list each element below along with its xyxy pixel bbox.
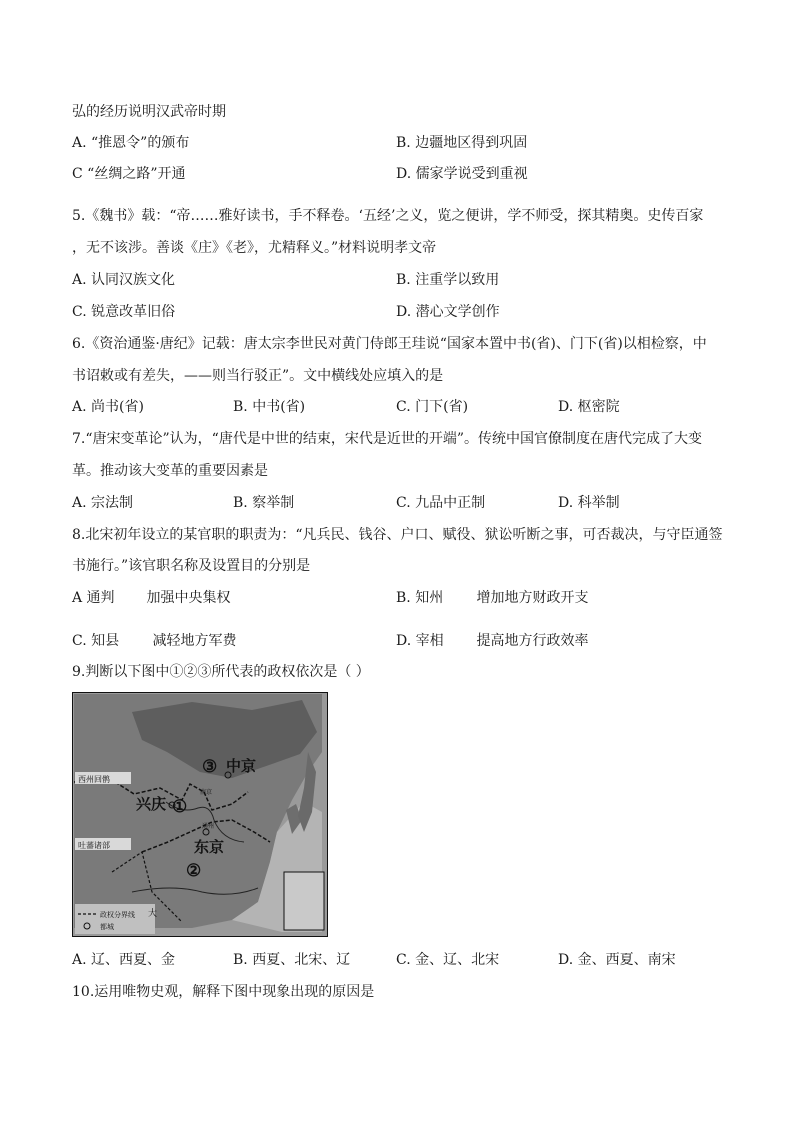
q8-option-d <box>396 631 588 651</box>
q8-option-b-text: 增加地方财政开支 <box>476 590 589 606</box>
q5-option-b: B. 注重学以致用 <box>396 272 500 288</box>
q7-option-d: D. 科举制 <box>558 495 620 511</box>
map-legend-capital: 都城 <box>100 923 114 931</box>
q9-stem: 9.判断以下图中①②③所代表的政权依次是（ ） <box>72 664 370 680</box>
q7-option-b: B. 察举制 <box>233 495 295 511</box>
q6-option-d: D. 枢密院 <box>558 399 620 415</box>
q5-option-a: A. 认同汉族文化 <box>72 272 176 288</box>
q7-stem-line1: 7.“唐宋变革论”认为，“唐代是中世的结束，宋代是近世的开端”。传统中国官僚制度在唐代完成了大变 <box>72 431 702 447</box>
q4-option-b: B. 边疆地区得到巩固 <box>396 135 528 151</box>
q6-stem-line1: 6.《资治通鉴·唐纪》记载：唐太宗李世民对黄门侍郎王珪说“国家本置中书(省)、门下(省)以相检察，中 <box>72 336 707 352</box>
q9-option-b: B. 西夏、北宋、辽 <box>233 952 351 968</box>
map-marker-2: ② <box>186 861 202 881</box>
q8-stem-line1: 8.北宋初年设立的某官职的职责为：“凡兵民、钱谷、户口、赋役、狱讼听断之事，可否裁决，与守臣通签 <box>72 527 723 543</box>
q8-option-a <box>72 588 230 608</box>
q8-option-b <box>396 588 588 608</box>
map-marker-3: ③ <box>202 757 218 777</box>
q4-option-c: C “丝绸之路”开通 <box>72 166 186 182</box>
q5-option-c: C. 锐意改革旧俗 <box>72 304 176 320</box>
map-label-xizhou: 西州回鹘 <box>78 775 110 784</box>
map-label-tongzhou: 通州 <box>202 823 215 830</box>
map-label-xingqing: 兴庆 <box>136 795 167 813</box>
q8-option-d-text: 提高地方行政效率 <box>476 633 589 649</box>
q4-option-d: D. 儒家学说受到重视 <box>396 166 528 182</box>
q7-stem-line2: 革。推动该大变革的重要因素是 <box>72 463 268 479</box>
q5-stem-line2: ，无不该涉。善谈《庄》《老》，尤精释义。”材料说明孝文帝 <box>72 240 437 256</box>
q6-stem-line2: 书诏敕或有差失，——则当行驳正”。文中横线处应填入的是 <box>72 368 444 384</box>
song-liao-xia-map <box>72 692 328 937</box>
q8-option-b-letter: B. 知州 <box>396 590 444 606</box>
q7-option-c: C. 九品中正制 <box>396 495 486 511</box>
q4-option-a: A. “推恩令”的颁布 <box>72 135 190 151</box>
q5-stem-line1: 5.《魏书》载：“帝……雅好读书，手不释卷。‘五经’之义，览之便讲，学不师受，探其精奥。史传百家 <box>72 208 704 224</box>
q9-option-c: C. 金、辽、北宋 <box>396 952 500 968</box>
map-label-dali: 大 <box>148 909 158 919</box>
q6-option-b: B. 中书(省) <box>233 399 306 415</box>
map-label-zhongjing: 中京 <box>226 757 257 775</box>
q9-option-a: A. 辽、西夏、金 <box>72 952 176 968</box>
q8-stem-line2: 书施行。”该官职名称及设置目的分别是 <box>72 558 311 574</box>
q7-option-a: A. 宗法制 <box>72 495 134 511</box>
q4-stem: 弘的经历说明汉武帝时期 <box>72 104 226 120</box>
map-legend-border: 政权分界线 <box>100 911 135 919</box>
q8-option-c <box>72 631 236 651</box>
q6-option-a: A. 尚书(省) <box>72 399 144 415</box>
map-label-nanjing: 南京 <box>200 789 213 796</box>
map-label-tubo: 吐蕃诸部 <box>78 841 110 850</box>
q5-option-d: D. 潜心文学创作 <box>396 304 500 320</box>
map-marker-1: ① <box>172 797 188 817</box>
map-label-dongjing: 东京 <box>194 838 225 856</box>
q10-stem: 10.运用唯物史观，解释下图中现象出现的原因是 <box>72 984 375 1000</box>
q8-option-d-letter: D. 宰相 <box>396 633 444 649</box>
q9-option-d: D. 金、西夏、南宋 <box>558 952 676 968</box>
q8-option-c-text: 减轻地方军费 <box>152 633 237 649</box>
q8-option-a-text: 加强中央集权 <box>146 590 231 606</box>
q8-option-a-letter: A 通判 <box>72 590 115 606</box>
q6-option-c: C. 门下(省) <box>396 399 469 415</box>
q8-option-c-letter: C. 知县 <box>72 633 120 649</box>
